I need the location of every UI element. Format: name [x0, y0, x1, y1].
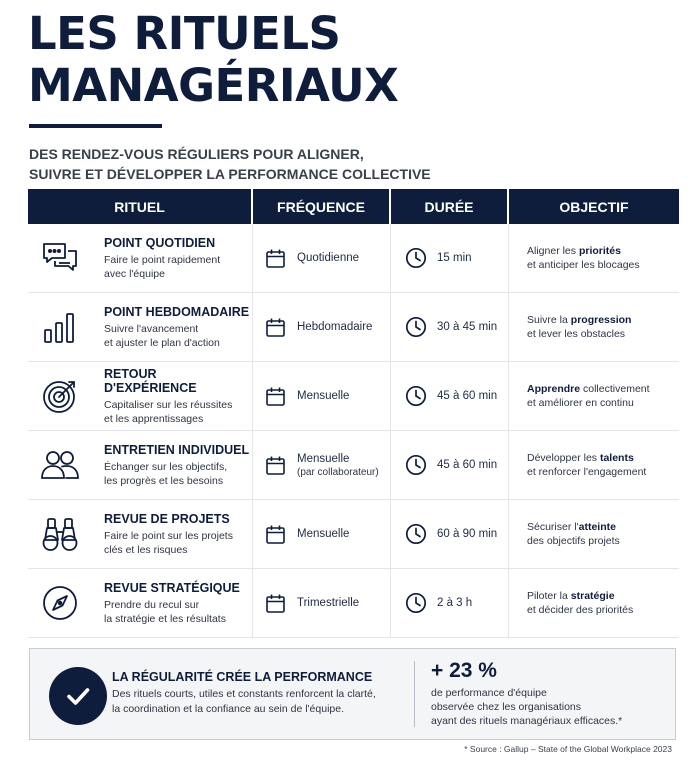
objective-prefix: Développer les	[527, 452, 600, 464]
objective-cell	[509, 224, 679, 292]
objective-line-1	[527, 244, 640, 258]
table-header	[28, 189, 679, 224]
table-row	[28, 224, 679, 293]
objective	[527, 382, 650, 410]
objective-prefix: Sécuriser l'	[527, 521, 579, 533]
clock-icon	[405, 316, 427, 338]
calendar-icon	[265, 454, 287, 476]
ritual-cell	[28, 293, 253, 361]
binoculars-icon	[40, 514, 80, 554]
objective	[527, 313, 631, 341]
table-row	[28, 431, 679, 500]
duration-value: 15 min	[437, 252, 472, 264]
frequency-value: Quotidienne	[297, 252, 360, 264]
ritual-name: POINT HEBDOMADAIRE	[104, 304, 250, 319]
ritual-description-line-2: avec l'équipe	[104, 267, 165, 280]
objective-line-1	[527, 589, 633, 603]
objective-line-1	[527, 382, 650, 396]
ritual-text	[104, 305, 249, 350]
frequency-cell	[253, 431, 391, 499]
ritual-text	[104, 367, 252, 426]
objective-keyword: stratégie	[570, 590, 615, 602]
two-people-icon	[40, 445, 80, 485]
bar-chart-icon	[40, 307, 80, 347]
subtitle-line-1: DES RENDEZ-VOUS RÉGULIERS POUR ALIGNER,	[29, 146, 364, 162]
table-row	[28, 569, 679, 638]
ritual-description-line-1: Faire le point rapidement	[104, 253, 221, 266]
header-rituel: RITUEL	[28, 189, 253, 224]
page-title	[28, 8, 668, 112]
objective-keyword: priorités	[578, 245, 621, 257]
objective-line-2: et améliorer en continu	[527, 397, 634, 409]
duration-value: 30 à 45 min	[437, 321, 498, 333]
stat-line-1: de performance d'équipe	[431, 687, 547, 699]
compass-icon	[40, 583, 80, 623]
clock-icon	[405, 523, 427, 545]
calendar-icon	[265, 385, 287, 407]
highlight-title: LA RÉGULARITÉ CRÉE LA PERFORMANCE	[112, 670, 373, 684]
stat-value: + 23 %	[431, 659, 497, 682]
duration-cell	[391, 569, 509, 637]
objective-keyword: progression	[570, 314, 632, 326]
calendar-icon	[265, 316, 287, 338]
header-frequence: FRÉQUENCE	[253, 189, 391, 224]
objective-line-2: et renforcer l'engagement	[527, 466, 647, 478]
ritual-description-line-1: Suivre l'avancement	[104, 322, 199, 335]
frequency-value: Mensuelle	[297, 452, 350, 465]
objective-keyword: talents	[599, 452, 634, 464]
clock-icon	[405, 454, 427, 476]
objective	[527, 520, 620, 548]
frequency-value: Mensuelle	[297, 528, 350, 540]
subtitle	[29, 144, 669, 184]
objective-cell	[509, 500, 679, 568]
ritual-cell	[28, 224, 253, 292]
source-note: * Source : Gallup – State of the Global Workplace 2023	[464, 744, 672, 754]
calendar-icon	[265, 247, 287, 269]
objective-suffix: collectivement	[580, 383, 650, 395]
objective-line-2: et décider des priorités	[527, 604, 634, 616]
ritual-description-line-1: Échanger sur les objectifs,	[104, 460, 228, 473]
duration-value: 45 à 60 min	[437, 459, 498, 471]
objective-line-1	[527, 520, 620, 534]
frequency-value: Mensuelle	[297, 390, 350, 402]
frequency	[297, 252, 359, 264]
chat-bubbles-icon	[40, 238, 80, 278]
frequency	[297, 321, 372, 333]
title-line-2: MANAGÉRIAUX	[28, 59, 399, 112]
duration-cell	[391, 500, 509, 568]
table-row	[28, 500, 679, 569]
frequency-cell	[253, 224, 391, 292]
frequency-value: Trimestrielle	[297, 597, 360, 609]
ritual-text	[104, 512, 233, 557]
ritual-description-line-2: et ajuster le plan d'action	[104, 336, 220, 349]
ritual-cell	[28, 569, 253, 637]
ritual-description-line-2: les progrès et les besoins	[104, 474, 224, 487]
ritual-text	[104, 581, 240, 626]
frequency-cell	[253, 569, 391, 637]
clock-icon	[405, 592, 427, 614]
objective	[527, 244, 640, 272]
ritual-cell	[28, 431, 253, 499]
objective-line-1	[527, 313, 631, 327]
clock-icon	[405, 385, 427, 407]
objective-cell	[509, 431, 679, 499]
duration-value: 60 à 90 min	[437, 528, 498, 540]
ritual-cell	[28, 362, 253, 430]
table-row	[28, 293, 679, 362]
duration-cell	[391, 431, 509, 499]
duration-cell	[391, 224, 509, 292]
check-circle-icon	[49, 667, 107, 725]
ritual-name: RETOUR D'EXPÉRIENCE	[104, 366, 197, 395]
objective-line-1	[527, 451, 646, 465]
frequency-cell	[253, 293, 391, 361]
ritual-description-line-1: Faire le point sur les projets	[104, 529, 233, 542]
table-body	[28, 224, 679, 638]
duration-cell	[391, 362, 509, 430]
frequency	[297, 597, 359, 609]
frequency-cell	[253, 500, 391, 568]
calendar-icon	[265, 523, 287, 545]
objective-line-2: des objectifs projets	[527, 535, 620, 547]
ritual-name: REVUE STRATÉGIQUE	[104, 580, 240, 595]
frequency	[297, 390, 349, 402]
highlight-panel	[29, 648, 676, 740]
frequency-value: Hebdomadaire	[297, 321, 373, 333]
stat-description	[431, 686, 661, 728]
rituals-table	[28, 189, 679, 638]
header-duree: DURÉE	[391, 189, 509, 224]
stat-line-3: ayant des rituels managériaux efficaces.*	[431, 715, 623, 727]
subtitle-line-2: SUIVRE ET DÉVELOPPER LA PERFORMANCE COLLECTIVE	[29, 166, 431, 182]
stat-line-2: observée chez les organisations	[431, 701, 582, 713]
objective-keyword: atteinte	[578, 521, 616, 533]
objective	[527, 589, 633, 617]
frequency	[297, 528, 349, 540]
objective-line-2: et lever les obstacles	[527, 328, 626, 340]
ritual-description-line-2: la stratégie et les résultats	[104, 612, 226, 625]
highlight-text-line-2: la coordination et la confiance au sein de l'équipe.	[112, 703, 344, 715]
panel-divider	[414, 661, 415, 727]
table-row	[28, 362, 679, 431]
title-underline	[29, 124, 162, 128]
frequency-note: (par collaborateur)	[297, 466, 379, 478]
objective-prefix: Suivre la	[527, 314, 571, 326]
objective	[527, 451, 646, 479]
ritual-name: ENTRETIEN INDIVIDUEL	[104, 442, 250, 457]
ritual-description-line-1: Capitaliser sur les réussites	[104, 398, 233, 411]
objective-cell	[509, 569, 679, 637]
ritual-text	[104, 443, 249, 488]
ritual-description-line-2: clés et les risques	[104, 543, 188, 556]
ritual-cell	[28, 500, 253, 568]
duration-value: 45 à 60 min	[437, 390, 498, 402]
objective-prefix: Aligner les	[527, 245, 579, 257]
objective-prefix: Piloter la	[527, 590, 571, 602]
frequency	[297, 453, 379, 478]
objective-keyword: Apprendre	[527, 383, 581, 395]
highlight-text	[112, 687, 402, 717]
ritual-name: REVUE DE PROJETS	[104, 511, 230, 526]
objective-cell	[509, 362, 679, 430]
ritual-description-line-1: Prendre du recul sur	[104, 598, 200, 611]
header-objectif: OBJECTIF	[559, 198, 629, 215]
duration-value: 2 à 3 h	[437, 597, 473, 609]
frequency-cell	[253, 362, 391, 430]
ritual-text	[104, 236, 220, 281]
objective-line-2: et anticiper les blocages	[527, 259, 640, 271]
clock-icon	[405, 247, 427, 269]
target-icon	[40, 376, 80, 416]
ritual-description-line-2: et les apprentissages	[104, 412, 204, 425]
ritual-name: POINT QUOTIDIEN	[104, 235, 216, 250]
duration-cell	[391, 293, 509, 361]
highlight-text-line-1: Des rituels courts, utiles et constants renforcent la clarté,	[112, 688, 376, 700]
objective-cell	[509, 293, 679, 361]
title-line-1: LES RITUELS	[28, 7, 341, 60]
calendar-icon	[265, 592, 287, 614]
